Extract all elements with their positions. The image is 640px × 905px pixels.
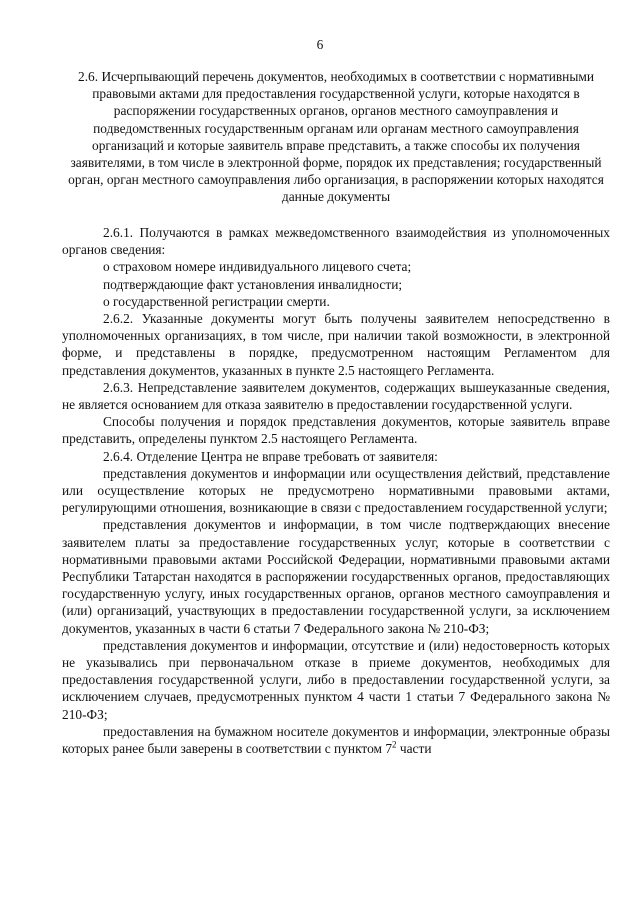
list-item-death-registration: о государственной регистрации смерти. xyxy=(103,293,330,309)
paragraph-requirement-4 xyxy=(62,723,610,757)
page-number: 6 xyxy=(316,37,324,52)
paragraph-2-6-3: 2.6.3. Непредставление заявителем документов, содержащих вышеуказанные сведения, не является основанием для отказа заявителю в предоставлении государственной услуги. xyxy=(62,379,610,413)
paragraph-methods: Способы получения и порядок представления документов, которые заявитель вправе представить, определены пунктом 2.5 настоящего Регламента. xyxy=(62,414,610,447)
list-item-disability: подтверждающие факт установления инвалидности; xyxy=(103,276,403,292)
list-item-snils: о страховом номере индивидуального лицевого счета; xyxy=(103,259,412,275)
requirement-4-text: предоставления на бумажном носителе документов и информации, электронные образы которых ранее были заверены в соответствии с пунктом 7 xyxy=(62,723,610,757)
paragraph-2-6-2: 2.6.2. Указанные документы могут быть получены заявителем непосредственно в уполномоченных организациях, в том числе, при наличии такой возможности, в электронной форме, и представлены в порядке, предусмотренном настоящим Регламентом для представления документов, указанных в пункте 2.5 настоящего Регламента. xyxy=(62,311,610,378)
footnote-superscript: 2 xyxy=(392,739,397,750)
requirement-4-tail: части xyxy=(396,741,432,757)
paragraph-2-6-1: 2.6.1. Получаются в рамках межведомственного взаимодействия из уполномоченных органов сведения: xyxy=(62,225,610,258)
paragraph-2-6-4: 2.6.4. Отделение Центра не вправе требовать от заявителя: xyxy=(103,448,438,464)
section-heading: 2.6. Исчерпывающий перечень документов, необходимых в соответствии с нормативными правовыми актами для предоставления государственной услуги, которые находятся в распоряжении государственных органов, органов местного самоуправления и подведомственных государственным органам или органам местного самоуправления организаций и которые заявитель вправе представить, а также способы их получения заявителями, в том числе в электронной форме, порядок их представления; государственный орган, орган местного самоуправления либо организация, в распоряжении которых находятся данные документы xyxy=(68,69,604,205)
paragraph-requirement-1: представления документов и информации или осуществления действий, представление или осуществление которых не предусмотрено нормативными правовыми актами, регулирующими отношения, возникающие в связи с предоставлением государственной услуги; xyxy=(62,465,610,516)
paragraph-requirement-2: представления документов и информации, в том числе подтверждающих внесение заявителем платы за предоставление государственных услуг, которые в соответствии с нормативными правовыми актами Российской Федерации, нормативными правовыми актами Республики Татарстан находятся в распоряжении государственных органов, предоставляющих государственную услугу, иных государственных органов, органов местного самоуправления и (или) организаций, участвующих в предоставлении государственной услуги, за исключением документов, указанных в части 6 статьи 7 Федерального закона № 210-ФЗ; xyxy=(62,517,610,636)
document-body xyxy=(62,224,610,757)
paragraph-requirement-3: представления документов и информации, отсутствие и (или) недостоверность которых не указывались при первоначальном отказе в приеме документов, необходимых для предоставления государственной услуги, либо в предоставлении государственной услуги, за исключением случаев, предусмотренных пунктом 4 части 1 статьи 7 Федерального закона № 210-ФЗ; xyxy=(62,637,610,722)
